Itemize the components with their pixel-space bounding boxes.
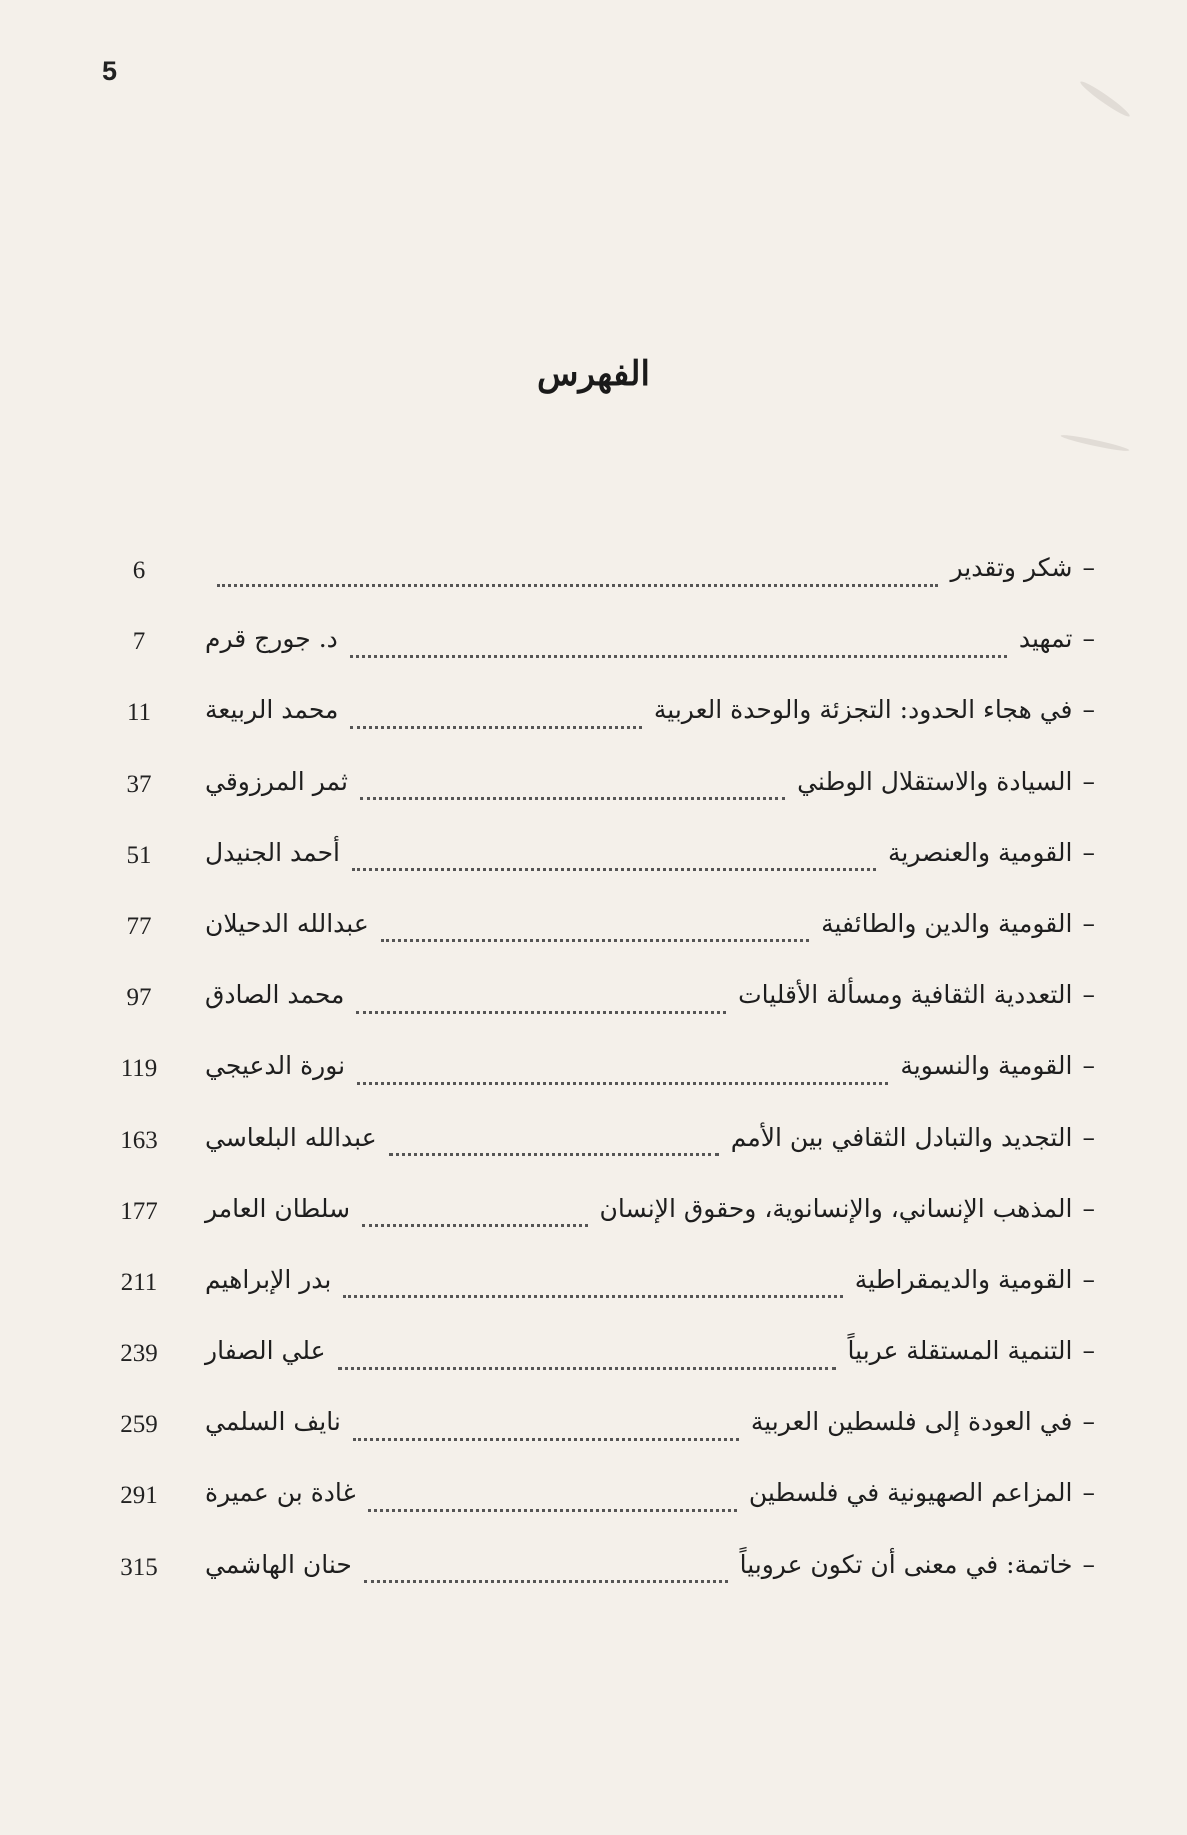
toc-entry (95, 1186, 1095, 1257)
toc-entry-title: شكر وتقدير (950, 553, 1073, 582)
toc-dash: – (1082, 1336, 1095, 1366)
toc-dot-leader (356, 1011, 726, 1014)
toc-dash: – (1082, 1478, 1095, 1508)
toc-entry-title: السيادة والاستقلال الوطني (797, 766, 1073, 796)
toc-entry-title: القومية والنسوية (900, 1051, 1073, 1081)
toc-entry (95, 1542, 1095, 1613)
toc-dash: – (1082, 695, 1095, 725)
toc-page-number: 211 (120, 1268, 158, 1296)
toc-dot-leader (352, 868, 876, 871)
toc-entry-line (205, 1550, 1095, 1594)
toc-dot-leader (381, 939, 809, 942)
toc-entry-line (205, 1478, 1095, 1522)
toc-entry-line (205, 695, 1095, 739)
toc-entry (95, 545, 1095, 616)
toc-page-number: 77 (126, 912, 152, 940)
toc-entry (95, 687, 1095, 758)
toc-dot-leader (217, 584, 938, 587)
toc-entry-author: غادة بن عميرة (205, 1478, 356, 1508)
toc-dot-leader (343, 1295, 842, 1298)
toc-dash: – (1082, 1051, 1095, 1081)
toc-dash: – (1082, 1193, 1095, 1223)
toc-page-number: 177 (120, 1197, 158, 1225)
paper-smudge (1060, 433, 1130, 453)
toc-dash: – (1082, 1407, 1095, 1437)
toc-entry (95, 1115, 1095, 1186)
toc-entry-author: نورة الدعيجي (205, 1051, 346, 1081)
toc-page-number: 315 (120, 1553, 158, 1581)
toc-entry-title: القومية والعنصرية (888, 837, 1073, 867)
page-title: الفهرس (537, 354, 650, 394)
page-number: 5 (102, 56, 118, 86)
toc-entry-author: نايف السلمي (205, 1407, 341, 1437)
toc-page-number: 11 (126, 699, 152, 727)
toc-entry (95, 1328, 1095, 1399)
toc-entry (95, 901, 1095, 972)
toc-dash: – (1082, 908, 1095, 938)
toc-entry (95, 1470, 1095, 1541)
toc-page-number: 97 (126, 984, 152, 1012)
toc-entry-title: في هجاء الحدود: التجزئة والوحدة العربية (653, 695, 1073, 725)
toc-entry-title: التنمية المستقلة عربياً (847, 1336, 1073, 1366)
toc-dot-leader (350, 726, 642, 729)
toc-entry-title: في العودة إلى فلسطين العربية (750, 1407, 1073, 1437)
toc-entry-author: أحمد الجنيدل (205, 837, 340, 867)
toc-dot-leader (353, 1438, 739, 1441)
toc-entry-author: ثمر المرزوقي (205, 766, 348, 796)
toc-page-number: 51 (126, 841, 152, 869)
toc-entry-line (205, 767, 1095, 811)
toc-entry-line (205, 980, 1095, 1024)
toc-entry-title: التجديد والتبادل الثقافي بين الأمم (730, 1122, 1073, 1152)
toc-dash: – (1082, 624, 1095, 654)
toc-entry-title: المزاعم الصهيونية في فلسطين (748, 1478, 1073, 1508)
toc-entry (95, 972, 1095, 1043)
toc-entry (95, 1257, 1095, 1328)
toc-page-number: 291 (120, 1482, 158, 1510)
table-of-contents (95, 545, 1095, 1613)
toc-entry-line (205, 553, 1095, 597)
toc-entry (95, 616, 1095, 687)
toc-entry-title: تمهيد (1018, 624, 1073, 654)
toc-entry-author: بدر الإبراهيم (205, 1264, 332, 1294)
toc-entry-author: عبدالله الدحيلان (205, 908, 369, 938)
toc-page-number: 6 (132, 557, 146, 584)
toc-entry-title: خاتمة: في معنى أن تكون عروبياً (739, 1549, 1073, 1579)
toc-entry-line (205, 1265, 1095, 1309)
toc-dash: – (1082, 766, 1095, 796)
toc-entry-author: سلطان العامر (205, 1193, 351, 1223)
toc-page-number: 163 (120, 1126, 158, 1154)
toc-dot-leader (338, 1367, 836, 1370)
toc-dot-leader (364, 1580, 728, 1583)
toc-entry-line (205, 909, 1095, 953)
toc-entry-author: محمد الربيعة (205, 695, 339, 725)
toc-dot-leader (362, 1224, 587, 1227)
toc-page-number: 7 (132, 628, 146, 656)
toc-entry-line (205, 838, 1095, 882)
toc-dash: – (1082, 1122, 1095, 1152)
toc-entry-author: محمد الصادق (205, 980, 345, 1010)
toc-entry (95, 1399, 1095, 1470)
toc-entry-author: حنان الهاشمي (205, 1549, 352, 1579)
toc-entry-title: القومية والديمقراطية (854, 1264, 1073, 1294)
toc-page-number: 259 (120, 1411, 158, 1439)
toc-dot-leader (357, 1082, 888, 1085)
toc-dot-leader (368, 1509, 737, 1512)
toc-page-number: 239 (120, 1340, 158, 1368)
paper-smudge (1078, 79, 1132, 120)
toc-dot-leader (360, 797, 785, 800)
toc-entry-line (205, 1336, 1095, 1380)
toc-dash: – (1082, 837, 1095, 867)
toc-entry-title: التعددية الثقافية ومسألة الأقليات (738, 980, 1073, 1010)
toc-dot-leader (389, 1153, 719, 1156)
toc-entry (95, 830, 1095, 901)
toc-dot-leader (350, 655, 1007, 658)
toc-entry-line (205, 1407, 1095, 1451)
toc-dash: – (1082, 980, 1095, 1010)
toc-entry (95, 1043, 1095, 1114)
toc-page-number: 119 (120, 1055, 158, 1083)
toc-entry-author: عبدالله البلعاسي (205, 1122, 377, 1152)
toc-entry-line (205, 624, 1095, 668)
toc-entry-line (205, 1051, 1095, 1095)
toc-dash: – (1082, 1264, 1095, 1294)
toc-page-number: 37 (126, 770, 152, 798)
toc-entry (95, 759, 1095, 830)
toc-dash: – (1082, 1549, 1095, 1579)
toc-entry-title: القومية والدين والطائفية (821, 908, 1073, 938)
toc-dash: – (1082, 553, 1095, 582)
toc-entry-author: علي الصفار (205, 1336, 326, 1366)
toc-entry-author: د. جورج قرم (205, 624, 338, 654)
toc-entry-title: المذهب الإنساني، والإنسانوية، وحقوق الإنسان (599, 1193, 1073, 1223)
toc-entry-line (205, 1194, 1095, 1238)
toc-entry-line (205, 1123, 1095, 1167)
